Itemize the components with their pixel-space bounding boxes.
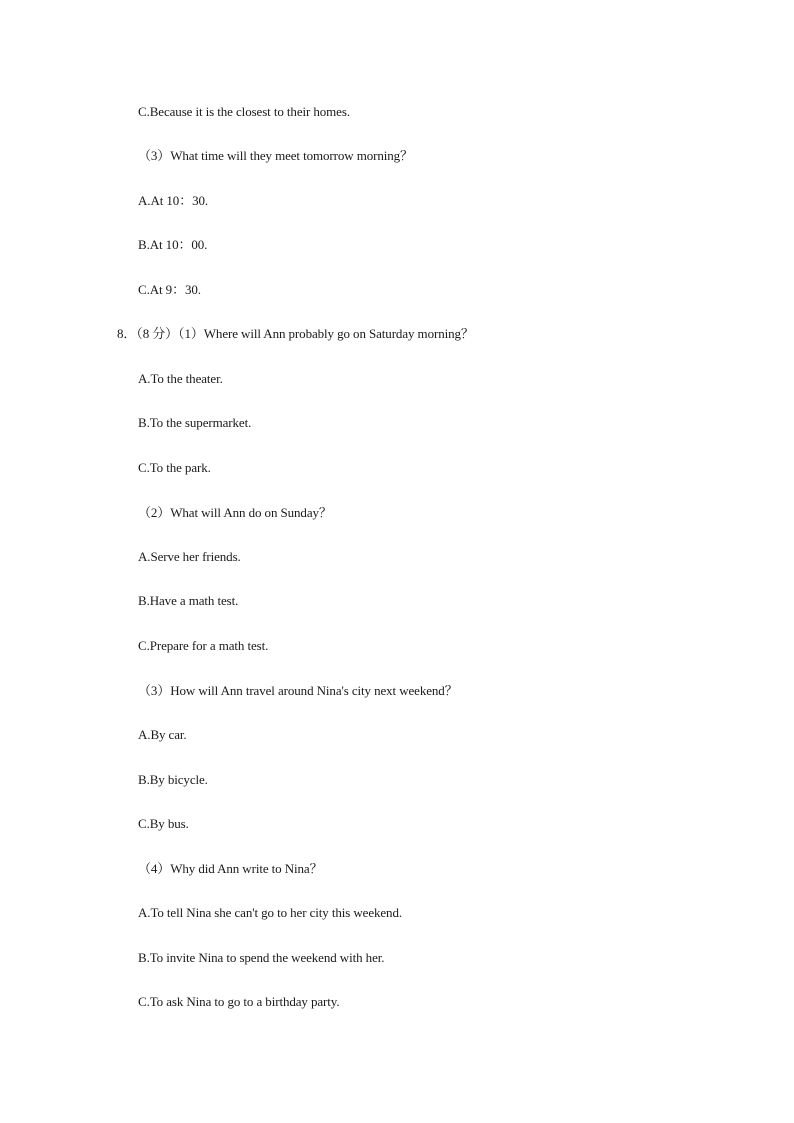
q7-3-prompt: （3）What time will they meet tomorrow morning？: [138, 148, 413, 163]
q8-2-option-b[interactable]: B.Have a math test.: [138, 593, 239, 608]
q8-4-option-a[interactable]: A.To tell Nina she can't go to her city this weekend.: [138, 905, 403, 920]
q7-2-option-c[interactable]: C.Because it is the closest to their homes.: [138, 104, 350, 119]
q8-2-option-c[interactable]: C.Prepare for a math test.: [138, 638, 269, 653]
q7-3-option-c[interactable]: C.At 9：30.: [138, 282, 201, 297]
q7-3-option-b[interactable]: B.At 10：00.: [138, 237, 208, 252]
q8-2-prompt: （2）What will Ann do on Sunday？: [138, 505, 332, 520]
q8-1-prompt: 8．（8 分）（1）Where will Ann probably go on Saturday morning？: [117, 326, 474, 341]
q8-4-option-c[interactable]: C.To ask Nina to go to a birthday party.: [138, 994, 340, 1009]
q8-4-prompt: （4）Why did Ann write to Nina？: [138, 861, 323, 876]
q7-3-option-a[interactable]: A.At 10：30.: [138, 193, 209, 208]
q8-3-option-b[interactable]: B.By bicycle.: [138, 772, 208, 787]
q8-2-option-a[interactable]: A.Serve her friends.: [138, 549, 241, 564]
q8-3-option-c[interactable]: C.By bus.: [138, 816, 189, 831]
q8-1-option-a[interactable]: A.To the theater.: [138, 371, 223, 386]
q8-3-prompt: （3）How will Ann travel around Nina's city next weekend？: [138, 683, 458, 698]
q8-1-option-c[interactable]: C.To the park.: [138, 460, 211, 475]
q8-3-option-a[interactable]: A.By car.: [138, 727, 187, 742]
q8-4-option-b[interactable]: B.To invite Nina to spend the weekend with her.: [138, 950, 385, 965]
q8-1-option-b[interactable]: B.To the supermarket.: [138, 415, 252, 430]
